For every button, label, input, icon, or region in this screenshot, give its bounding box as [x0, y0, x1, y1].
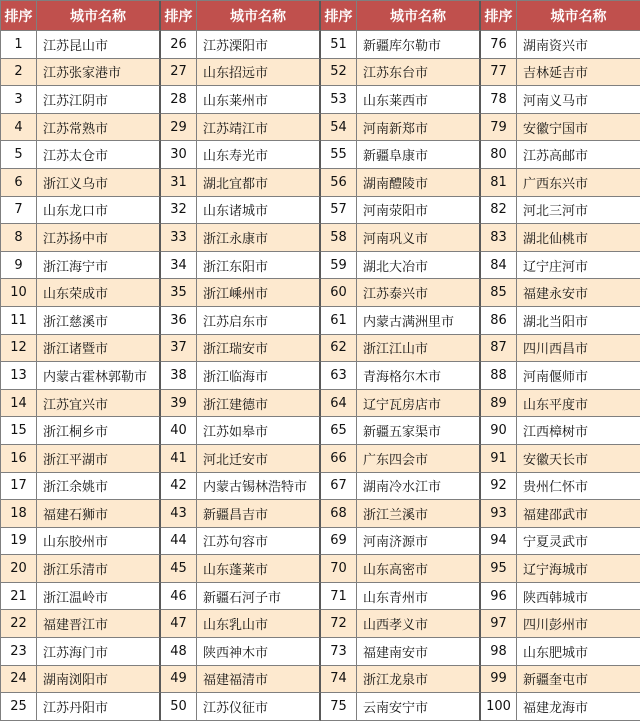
- rank-cell: 82: [481, 197, 517, 225]
- rank-cell: 30: [161, 141, 197, 169]
- rank-cell: 59: [321, 252, 357, 280]
- city-name-cell: 江苏仪征市: [197, 693, 321, 721]
- rank-cell: 6: [1, 169, 37, 197]
- rank-cell: 20: [1, 555, 37, 583]
- city-name-cell: 云南安宁市: [357, 693, 481, 721]
- rank-cell: 57: [321, 197, 357, 225]
- city-name-cell: 吉林延吉市: [517, 59, 640, 87]
- rank-cell: 63: [321, 362, 357, 390]
- city-name-cell: 青海格尔木市: [357, 362, 481, 390]
- city-name-cell: 江苏启东市: [197, 307, 321, 335]
- rank-cell: 88: [481, 362, 517, 390]
- city-name-cell: 山东胶州市: [37, 528, 161, 556]
- header-rank: 排序: [481, 1, 517, 31]
- rank-cell: 77: [481, 59, 517, 87]
- city-name-cell: 新疆库尔勒市: [357, 31, 481, 59]
- city-name-cell: 山东荣成市: [37, 279, 161, 307]
- city-name-cell: 福建石狮市: [37, 500, 161, 528]
- city-name-cell: 山东肥城市: [517, 638, 640, 666]
- rank-cell: 91: [481, 445, 517, 473]
- city-name-cell: 河南新郑市: [357, 114, 481, 142]
- city-name-cell: 山东莱西市: [357, 86, 481, 114]
- rank-cell: 89: [481, 390, 517, 418]
- rank-cell: 67: [321, 473, 357, 501]
- rank-cell: 42: [161, 473, 197, 501]
- header-city-name: 城市名称: [37, 1, 161, 31]
- city-name-cell: 湖北仙桃市: [517, 224, 640, 252]
- city-name-cell: 浙江诸暨市: [37, 335, 161, 363]
- rank-cell: 34: [161, 252, 197, 280]
- city-name-cell: 新疆石河子市: [197, 583, 321, 611]
- city-name-cell: 福建福清市: [197, 666, 321, 694]
- city-name-cell: 河南偃师市: [517, 362, 640, 390]
- city-name-cell: 江苏高邮市: [517, 141, 640, 169]
- rank-cell: 40: [161, 417, 197, 445]
- rank-cell: 25: [1, 693, 37, 721]
- rank-cell: 84: [481, 252, 517, 280]
- city-name-cell: 山东高密市: [357, 555, 481, 583]
- city-name-cell: 内蒙古霍林郭勒市: [37, 362, 161, 390]
- city-name-cell: 浙江乐清市: [37, 555, 161, 583]
- city-name-cell: 河南济源市: [357, 528, 481, 556]
- rank-cell: 66: [321, 445, 357, 473]
- rank-cell: 100: [481, 693, 517, 721]
- rank-cell: 15: [1, 417, 37, 445]
- city-name-cell: 湖南冷水江市: [357, 473, 481, 501]
- rank-cell: 79: [481, 114, 517, 142]
- city-name-cell: 湖南浏阳市: [37, 666, 161, 694]
- city-name-cell: 四川彭州市: [517, 610, 640, 638]
- rank-cell: 44: [161, 528, 197, 556]
- city-name-cell: 浙江建德市: [197, 390, 321, 418]
- city-name-cell: 新疆昌吉市: [197, 500, 321, 528]
- city-name-cell: 河南义马市: [517, 86, 640, 114]
- rank-cell: 64: [321, 390, 357, 418]
- rank-cell: 10: [1, 279, 37, 307]
- rank-cell: 56: [321, 169, 357, 197]
- rank-cell: 98: [481, 638, 517, 666]
- rank-cell: 75: [321, 693, 357, 721]
- rank-cell: 86: [481, 307, 517, 335]
- city-name-cell: 浙江东阳市: [197, 252, 321, 280]
- rank-cell: 47: [161, 610, 197, 638]
- city-name-cell: 湖南资兴市: [517, 31, 640, 59]
- city-name-cell: 江苏泰兴市: [357, 279, 481, 307]
- rank-cell: 27: [161, 59, 197, 87]
- rank-cell: 97: [481, 610, 517, 638]
- city-name-cell: 辽宁海城市: [517, 555, 640, 583]
- rank-cell: 99: [481, 666, 517, 694]
- rank-cell: 65: [321, 417, 357, 445]
- rank-cell: 68: [321, 500, 357, 528]
- city-name-cell: 江苏江阴市: [37, 86, 161, 114]
- city-name-cell: 山东蓬莱市: [197, 555, 321, 583]
- city-name-cell: 内蒙古满洲里市: [357, 307, 481, 335]
- rank-cell: 14: [1, 390, 37, 418]
- rank-cell: 72: [321, 610, 357, 638]
- city-name-cell: 江苏张家港市: [37, 59, 161, 87]
- city-name-cell: 江苏海门市: [37, 638, 161, 666]
- rank-cell: 33: [161, 224, 197, 252]
- city-name-cell: 湖北大冶市: [357, 252, 481, 280]
- rank-cell: 41: [161, 445, 197, 473]
- city-name-cell: 宁夏灵武市: [517, 528, 640, 556]
- rank-cell: 28: [161, 86, 197, 114]
- rank-cell: 92: [481, 473, 517, 501]
- city-name-cell: 浙江嵊州市: [197, 279, 321, 307]
- city-name-cell: 山东龙口市: [37, 197, 161, 225]
- city-name-cell: 河南荥阳市: [357, 197, 481, 225]
- city-name-cell: 山东诸城市: [197, 197, 321, 225]
- city-name-cell: 浙江瑞安市: [197, 335, 321, 363]
- rank-cell: 21: [1, 583, 37, 611]
- rank-cell: 35: [161, 279, 197, 307]
- city-name-cell: 福建龙海市: [517, 693, 640, 721]
- rank-cell: 80: [481, 141, 517, 169]
- rank-cell: 26: [161, 31, 197, 59]
- city-name-cell: 广东四会市: [357, 445, 481, 473]
- rank-cell: 60: [321, 279, 357, 307]
- city-name-cell: 山东青州市: [357, 583, 481, 611]
- rank-cell: 69: [321, 528, 357, 556]
- rank-cell: 93: [481, 500, 517, 528]
- rank-cell: 51: [321, 31, 357, 59]
- city-name-cell: 湖南醴陵市: [357, 169, 481, 197]
- header-rank: 排序: [161, 1, 197, 31]
- header-city-name: 城市名称: [197, 1, 321, 31]
- city-name-cell: 山东乳山市: [197, 610, 321, 638]
- rank-cell: 87: [481, 335, 517, 363]
- city-name-cell: 江苏句容市: [197, 528, 321, 556]
- rank-cell: 31: [161, 169, 197, 197]
- city-name-cell: 浙江江山市: [357, 335, 481, 363]
- rank-cell: 71: [321, 583, 357, 611]
- city-name-cell: 浙江桐乡市: [37, 417, 161, 445]
- rank-cell: 7: [1, 197, 37, 225]
- rank-cell: 46: [161, 583, 197, 611]
- rank-cell: 38: [161, 362, 197, 390]
- city-name-cell: 浙江永康市: [197, 224, 321, 252]
- city-name-cell: 新疆五家渠市: [357, 417, 481, 445]
- city-name-cell: 江苏扬中市: [37, 224, 161, 252]
- rank-cell: 2: [1, 59, 37, 87]
- rank-cell: 18: [1, 500, 37, 528]
- header-rank: 排序: [1, 1, 37, 31]
- rank-cell: 3: [1, 86, 37, 114]
- city-name-cell: 山东莱州市: [197, 86, 321, 114]
- rank-cell: 5: [1, 141, 37, 169]
- rank-cell: 43: [161, 500, 197, 528]
- city-name-cell: 福建晋江市: [37, 610, 161, 638]
- rank-cell: 55: [321, 141, 357, 169]
- city-name-cell: 安徽天长市: [517, 445, 640, 473]
- city-name-cell: 陕西韩城市: [517, 583, 640, 611]
- rank-cell: 50: [161, 693, 197, 721]
- rank-cell: 96: [481, 583, 517, 611]
- city-name-cell: 河南巩义市: [357, 224, 481, 252]
- rank-cell: 9: [1, 252, 37, 280]
- rank-cell: 95: [481, 555, 517, 583]
- city-name-cell: 辽宁庄河市: [517, 252, 640, 280]
- city-name-cell: 江苏如皋市: [197, 417, 321, 445]
- rank-cell: 19: [1, 528, 37, 556]
- city-name-cell: 福建南安市: [357, 638, 481, 666]
- rank-cell: 83: [481, 224, 517, 252]
- city-name-cell: 浙江温岭市: [37, 583, 161, 611]
- city-name-cell: 浙江义乌市: [37, 169, 161, 197]
- rank-cell: 13: [1, 362, 37, 390]
- rank-cell: 11: [1, 307, 37, 335]
- rank-cell: 32: [161, 197, 197, 225]
- rank-cell: 12: [1, 335, 37, 363]
- city-name-cell: 江苏丹阳市: [37, 693, 161, 721]
- rank-cell: 49: [161, 666, 197, 694]
- city-name-cell: 浙江龙泉市: [357, 666, 481, 694]
- city-name-cell: 江苏宜兴市: [37, 390, 161, 418]
- rank-cell: 24: [1, 666, 37, 694]
- rank-cell: 54: [321, 114, 357, 142]
- city-name-cell: 浙江余姚市: [37, 473, 161, 501]
- rank-cell: 70: [321, 555, 357, 583]
- rank-cell: 4: [1, 114, 37, 142]
- city-name-cell: 浙江兰溪市: [357, 500, 481, 528]
- rank-cell: 36: [161, 307, 197, 335]
- rank-cell: 94: [481, 528, 517, 556]
- city-name-cell: 山东平度市: [517, 390, 640, 418]
- rank-cell: 76: [481, 31, 517, 59]
- rank-cell: 90: [481, 417, 517, 445]
- rank-cell: 8: [1, 224, 37, 252]
- header-city-name: 城市名称: [517, 1, 640, 31]
- city-name-cell: 四川西昌市: [517, 335, 640, 363]
- city-name-cell: 江西樟树市: [517, 417, 640, 445]
- city-name-cell: 山东招远市: [197, 59, 321, 87]
- city-name-cell: 山西孝义市: [357, 610, 481, 638]
- header-city-name: 城市名称: [357, 1, 481, 31]
- city-name-cell: 浙江临海市: [197, 362, 321, 390]
- city-name-cell: 福建永安市: [517, 279, 640, 307]
- city-name-cell: 陕西神木市: [197, 638, 321, 666]
- rank-cell: 48: [161, 638, 197, 666]
- city-name-cell: 江苏常熟市: [37, 114, 161, 142]
- rank-cell: 22: [1, 610, 37, 638]
- rank-cell: 16: [1, 445, 37, 473]
- city-name-cell: 江苏东台市: [357, 59, 481, 87]
- rank-cell: 45: [161, 555, 197, 583]
- city-name-cell: 河北迁安市: [197, 445, 321, 473]
- rank-cell: 52: [321, 59, 357, 87]
- rank-cell: 29: [161, 114, 197, 142]
- city-name-cell: 浙江海宁市: [37, 252, 161, 280]
- header-rank: 排序: [321, 1, 357, 31]
- city-name-cell: 贵州仁怀市: [517, 473, 640, 501]
- rank-cell: 73: [321, 638, 357, 666]
- city-name-cell: 安徽宁国市: [517, 114, 640, 142]
- rank-cell: 61: [321, 307, 357, 335]
- city-name-cell: 湖北当阳市: [517, 307, 640, 335]
- city-name-cell: 江苏昆山市: [37, 31, 161, 59]
- rank-cell: 23: [1, 638, 37, 666]
- rank-cell: 37: [161, 335, 197, 363]
- rank-cell: 17: [1, 473, 37, 501]
- city-name-cell: 浙江平湖市: [37, 445, 161, 473]
- rank-cell: 1: [1, 31, 37, 59]
- rank-cell: 85: [481, 279, 517, 307]
- city-name-cell: 福建邵武市: [517, 500, 640, 528]
- city-name-cell: 浙江慈溪市: [37, 307, 161, 335]
- city-name-cell: 广西东兴市: [517, 169, 640, 197]
- rank-cell: 78: [481, 86, 517, 114]
- city-name-cell: 内蒙古锡林浩特市: [197, 473, 321, 501]
- city-name-cell: 江苏靖江市: [197, 114, 321, 142]
- city-name-cell: 山东寿光市: [197, 141, 321, 169]
- rank-cell: 74: [321, 666, 357, 694]
- rank-cell: 58: [321, 224, 357, 252]
- city-name-cell: 湖北宜都市: [197, 169, 321, 197]
- city-name-cell: 江苏溧阳市: [197, 31, 321, 59]
- rank-cell: 81: [481, 169, 517, 197]
- rank-cell: 39: [161, 390, 197, 418]
- city-name-cell: 辽宁瓦房店市: [357, 390, 481, 418]
- city-name-cell: 新疆阜康市: [357, 141, 481, 169]
- rank-cell: 62: [321, 335, 357, 363]
- city-name-cell: 新疆奎屯市: [517, 666, 640, 694]
- city-name-cell: 河北三河市: [517, 197, 640, 225]
- rank-cell: 53: [321, 86, 357, 114]
- city-name-cell: 江苏太仓市: [37, 141, 161, 169]
